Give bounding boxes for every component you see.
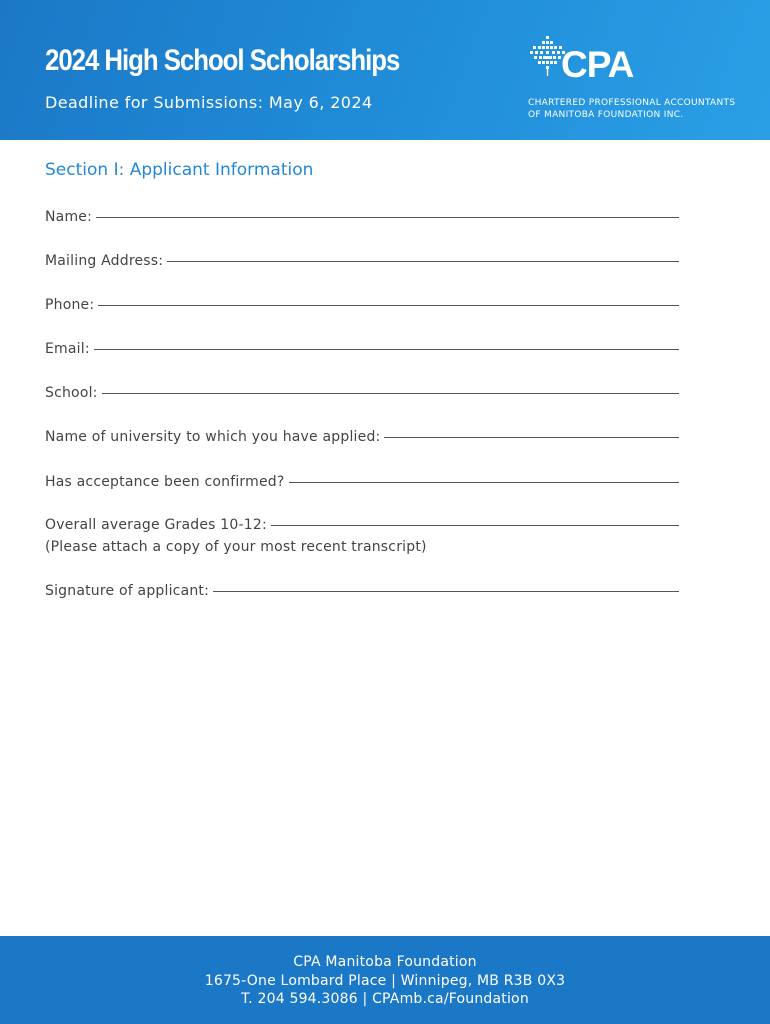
name-field bbox=[45, 209, 679, 225]
phone-input-line[interactable] bbox=[98, 304, 679, 306]
email-input-line[interactable] bbox=[94, 348, 679, 350]
school-field bbox=[45, 385, 679, 401]
signature-label: Signature of applicant: bbox=[45, 583, 210, 599]
logo-subtitle bbox=[528, 97, 735, 121]
footer-address: 1675-One Lombard Place | Winnipeg, MB R3B 0X3 bbox=[204, 972, 566, 989]
submission-deadline: Deadline for Submissions: May 6, 2024 bbox=[45, 93, 373, 112]
email-field bbox=[45, 341, 679, 357]
transcript-note: (Please attach a copy of your most recent transcript) bbox=[45, 539, 427, 555]
logo-wordmark: CPA bbox=[561, 44, 634, 85]
grade-average-input-line[interactable] bbox=[271, 524, 679, 526]
footer-org: CPA Manitoba Foundation bbox=[293, 954, 477, 970]
university-label: Name of university to which you have applied: bbox=[45, 429, 381, 445]
name-input-line[interactable] bbox=[96, 216, 679, 218]
school-label: School: bbox=[45, 385, 98, 401]
acceptance-field bbox=[45, 474, 679, 490]
name-label: Name: bbox=[45, 209, 93, 225]
signature-input-line[interactable] bbox=[213, 590, 679, 592]
email-label: Email: bbox=[45, 341, 90, 357]
acceptance-input-line[interactable] bbox=[289, 481, 680, 483]
signature-field bbox=[45, 583, 679, 599]
acceptance-label: Has acceptance been confirmed? bbox=[45, 474, 285, 490]
university-field bbox=[45, 429, 679, 445]
section-title: Section I: Applicant Information bbox=[45, 160, 314, 180]
cpa-logo bbox=[528, 34, 748, 129]
mailing-address-field bbox=[45, 253, 679, 269]
school-input-line[interactable] bbox=[102, 392, 679, 394]
logo-subtitle-line-2: OF MANITOBA FOUNDATION INC. bbox=[528, 110, 684, 120]
phone-label: Phone: bbox=[45, 297, 95, 313]
mailing-address-input-line[interactable] bbox=[167, 260, 679, 262]
logo-subtitle-line-1: CHARTERED PROFESSIONAL ACCOUNTANTS bbox=[528, 98, 736, 108]
footer bbox=[0, 936, 770, 1024]
page-title: 2024 High School Scholarships bbox=[45, 44, 400, 77]
grade-average-label: Overall average Grades 10-12: bbox=[45, 517, 267, 533]
grade-average-field bbox=[45, 517, 679, 533]
university-input-line[interactable] bbox=[384, 436, 679, 438]
phone-field bbox=[45, 297, 679, 313]
footer-contact: T. 204 594.3086 | CPAmb.ca/Foundation bbox=[241, 991, 529, 1007]
mailing-address-label: Mailing Address: bbox=[45, 253, 164, 269]
header-banner bbox=[0, 0, 770, 140]
